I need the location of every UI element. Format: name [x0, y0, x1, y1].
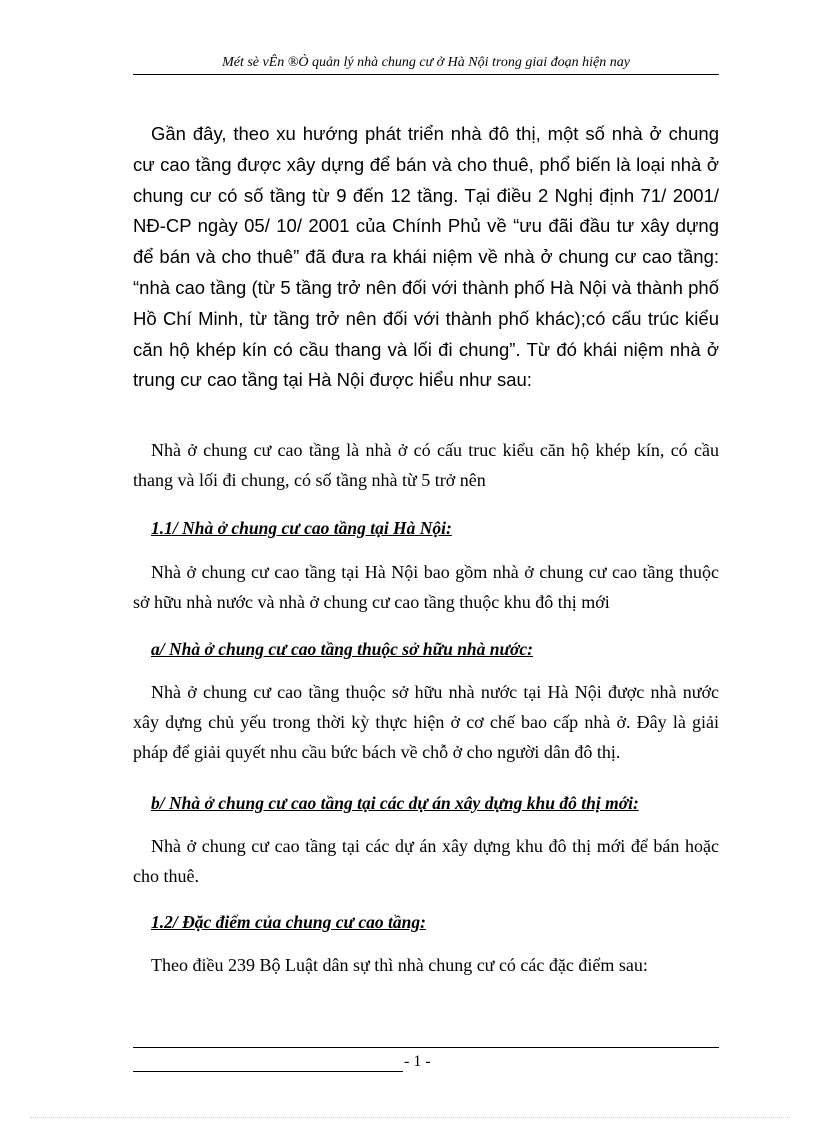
page-bottom-border — [30, 1117, 790, 1118]
intro-paragraph: Gần đây, theo xu hướng phát triển nhà đô thị, một số nhà ở chung cư cao tầng được xây dựng để bán và cho thuê, phổ biến là loại nhà ở chung cư có số tầng từ 9 đến 12 tầng. Tại điều 2 Nghị định 71/ 2001/ NĐ-CP ngày 05/ 10/ 2001 của Chính Phủ về “ưu đãi đầu tư xây dựng để bán và cho thuê” đã đưa ra khái niệm về nhà ở chung cư cao tầng: “nhà cao tầng (từ 5 tầng trở nên đối với thành phố Hà Nội và thành phố Hồ Chí Minh, từ tầng trở nên đối với thành phố khác);có cấu trúc kiểu căn hộ khép kín có cầu thang và lối đi chung”. Từ đó khái niệm nhà ở trung cư cao tầng tại Hà Nội được hiểu như sau: — [133, 123, 719, 391]
header-divider — [133, 74, 719, 75]
footer-divider — [133, 1047, 719, 1048]
running-header: Mét sè vÊn ®Ò quản lý nhà chung cư ở Hà Nội trong giai đoạn hiện nay — [222, 55, 630, 70]
section-1-1-paragraph: Nhà ở chung cư cao tầng tại Hà Nội bao gồm nhà ở chung cư cao tầng thuộc sở hữu nhà nước và nhà ở chung cư cao tầng thuộc khu đô thị mới — [133, 562, 719, 612]
section-heading-1-2: 1.2/ Đặc điểm của chung cư cao tầng: — [151, 912, 426, 932]
footer-short-divider — [133, 1071, 403, 1072]
page-number: - 1 - — [404, 1053, 431, 1070]
subsection-heading-a: a/ Nhà ở chung cư cao tầng thuộc sở hữu nhà nước: — [151, 639, 533, 659]
subsection-a-paragraph: Nhà ở chung cư cao tầng thuộc sở hữu nhà nước tại Hà Nội được nhà nước xây dựng chủ yếu trong thời kỳ thực hiện ở cơ chế bao cấp nhà ở. Đây là giải pháp để giải quyết nhu cầu bức bách về chỗ ở cho người dân đô thị. — [133, 682, 719, 762]
section-1-2-paragraph: Theo điều 239 Bộ Luật dân sự thì nhà chung cư có các đặc điểm sau: — [151, 955, 648, 975]
definition-paragraph: Nhà ở chung cư cao tầng là nhà ở có cấu truc kiểu căn hộ khép kín, có cầu thang và lối đi chung, có số tầng nhà từ 5 trở nên — [133, 440, 719, 490]
subsection-heading-b: b/ Nhà ở chung cư cao tầng tại các dự án xây dựng khu đô thị mới: — [151, 793, 639, 813]
subsection-b-paragraph: Nhà ở chung cư cao tầng tại các dự án xây dựng khu đô thị mới để bán hoặc cho thuê. — [133, 836, 719, 886]
section-heading-1-1: 1.1/ Nhà ở chung cư cao tầng tại Hà Nội: — [151, 518, 452, 538]
